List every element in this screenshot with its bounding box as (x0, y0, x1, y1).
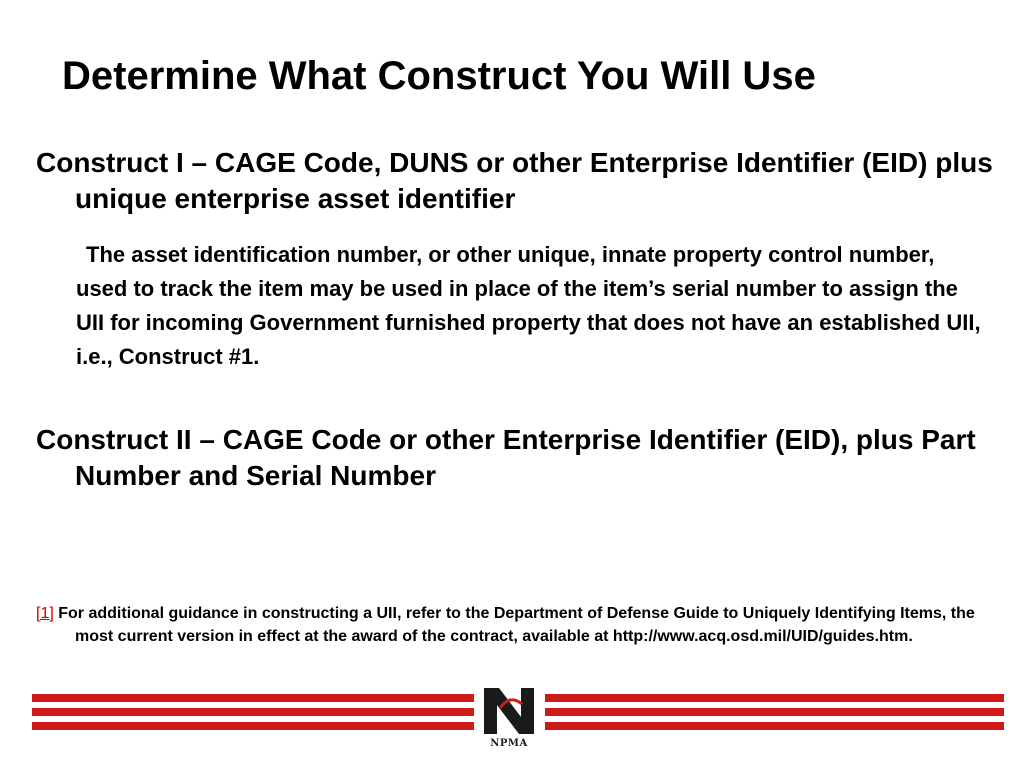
npma-logo (474, 682, 544, 752)
stripe (545, 722, 1004, 730)
npma-logo-icon (474, 682, 544, 738)
decorative-stripes-right (545, 694, 1004, 732)
decorative-stripes-left (32, 694, 474, 732)
stripe (545, 694, 1004, 702)
construct-1-description: The asset identification number, or other unique, innate property control number, used to track the item may be used in place of the item’s serial number to assign the UII for incoming Government furnished property that does not have an established UII, i.e., Construct #1. (76, 242, 981, 369)
footnote-ref-link[interactable]: [1] (36, 605, 54, 622)
footnote (36, 602, 975, 648)
stripe (545, 708, 1004, 716)
construct-2-heading: Construct II – CAGE Code or other Enterprise Identifier (EID), plus Part Number and Serial Number (36, 424, 976, 491)
stripe (32, 694, 474, 702)
page-title: Determine What Construct You Will Use (62, 54, 816, 98)
stripe (32, 708, 474, 716)
stripe (32, 722, 474, 730)
footnote-text: For additional guidance in constructing a UII, refer to the Department of Defense Guide to Uniquely Identifying Items, the most current version in effect at the award of the contract, available at http://www.acq.osd.mil/UID/guides.htm. (58, 605, 975, 645)
construct-1-heading: Construct I – CAGE Code, DUNS or other Enterprise Identifier (EID) plus unique enterprise asset identifier (36, 147, 993, 214)
logo-text: NPMA (490, 738, 528, 749)
